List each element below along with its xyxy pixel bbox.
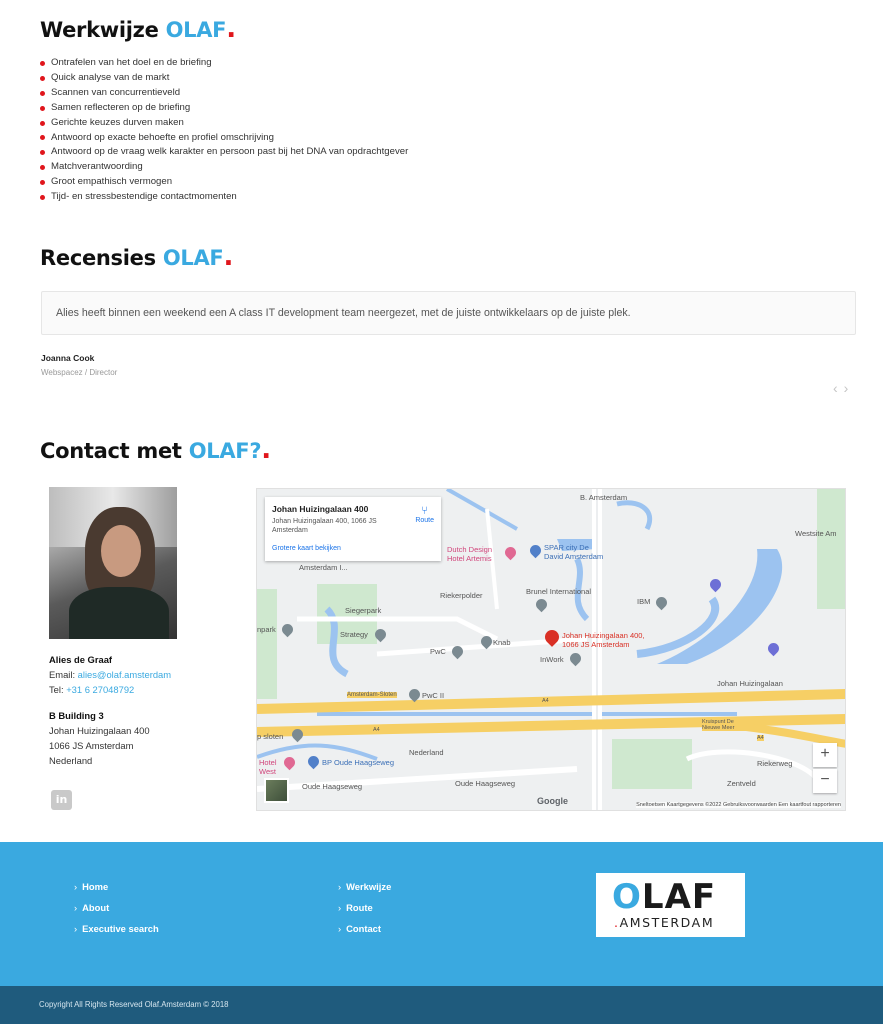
- logo-subtitle: [614, 915, 714, 930]
- footer-link-contact[interactable]: [338, 923, 381, 934]
- werkwijze-item-text: Antwoord op de vraag welk karakter en persoon past bij het DNA van opdrachtgever: [51, 146, 409, 158]
- werkwijze-item: [40, 86, 408, 101]
- map-label: InWork: [540, 655, 564, 664]
- map-label: PwC II: [422, 691, 445, 700]
- bullet-icon: [40, 135, 45, 140]
- contact-address: [49, 708, 150, 768]
- werkwijze-dot: .: [226, 14, 236, 44]
- bullet-icon: [40, 195, 45, 200]
- contact-brand: OLAF?: [188, 439, 262, 463]
- map-label-line: David Amsterdam: [544, 552, 604, 561]
- werkwijze-heading: [40, 14, 236, 44]
- bullet-icon: [40, 61, 45, 66]
- contact-email-row: [49, 667, 171, 682]
- map-label: IBM: [637, 597, 651, 606]
- map-label: A4: [542, 698, 549, 704]
- werkwijze-item: [40, 145, 408, 160]
- werkwijze-item-text: Groot empathisch vermogen: [51, 176, 173, 188]
- map-label-line: Johan Huizingalaan 400,: [562, 631, 645, 640]
- chevron-right-icon: ›: [338, 881, 342, 892]
- footer-link-label: About: [82, 902, 110, 913]
- olaf-amsterdam-logo[interactable]: [596, 873, 745, 937]
- contact-heading: [40, 435, 271, 465]
- bullet-icon: [40, 76, 45, 81]
- map-label: Zentveld: [727, 779, 756, 788]
- map-label: Kruispunt De Nieuwe Meer: [702, 719, 747, 731]
- map-label: [544, 543, 603, 561]
- werkwijze-item: [40, 71, 408, 86]
- footer-link-label: Executive search: [82, 923, 159, 934]
- werkwijze-item-text: Ontrafelen van het doel en de briefing: [51, 57, 212, 68]
- contact-title: Contact met: [40, 439, 182, 463]
- map-label-line: SPAR city De: [544, 543, 589, 552]
- logo-subtitle-text: AMSTERDAM: [619, 915, 715, 930]
- directions-icon: ⑂: [421, 505, 428, 517]
- contact-dot: .: [261, 435, 271, 465]
- footer-link-label: Home: [82, 881, 109, 892]
- werkwijze-item-text: Tijd- en stressbestendige contactmomenten: [51, 191, 237, 203]
- werkwijze-item: [40, 101, 408, 116]
- werkwijze-item: [40, 116, 408, 131]
- map-label: npark: [257, 625, 276, 634]
- logo-letters: LAF: [641, 877, 717, 917]
- werkwijze-item-text: Scannen van concurrentieveld: [51, 86, 181, 98]
- map-label: A4: [757, 735, 764, 741]
- recensies-title: Recensies: [40, 246, 156, 270]
- recensies-brand: OLAF: [162, 246, 224, 270]
- footer-link-label: Werkwijze: [346, 881, 392, 892]
- map-label: Siegerpark: [345, 606, 382, 615]
- map-label: Johan Huizingalaan: [717, 679, 783, 688]
- chevron-left-icon[interactable]: ‹: [833, 380, 838, 396]
- address-country: Nederland: [49, 755, 93, 766]
- bullet-icon: [40, 91, 45, 96]
- chevron-right-icon: ›: [338, 923, 342, 934]
- werkwijze-item: [40, 131, 408, 146]
- review-quote-box: [41, 291, 856, 335]
- zoom-out-button[interactable]: −: [813, 769, 837, 793]
- address-street: Johan Huizingalaan 400: [49, 725, 150, 736]
- footer-link-home[interactable]: [74, 881, 108, 892]
- logo-letter-q: O: [612, 877, 642, 917]
- chevron-right-icon: ›: [74, 902, 78, 913]
- map-label-line: Dutch Design: [447, 545, 493, 554]
- werkwijze-item: [40, 56, 408, 71]
- werkwijze-brand: OLAF: [165, 18, 227, 42]
- footer-link-label: Route: [346, 902, 373, 913]
- tel-link[interactable]: +31 6 27048792: [66, 684, 135, 695]
- footer: [0, 842, 883, 986]
- footer-link-about[interactable]: [74, 902, 109, 913]
- recensies-dot: .: [223, 242, 234, 272]
- bullet-icon: [40, 121, 45, 126]
- werkwijze-item: [40, 160, 408, 175]
- map-label: Westsite Am: [795, 529, 837, 538]
- werkwijze-item: [40, 190, 408, 205]
- linkedin-icon[interactable]: in: [51, 790, 72, 810]
- map-label: Oude Haagseweg: [302, 782, 363, 791]
- bullet-icon: [40, 165, 45, 170]
- map-info-card: [265, 497, 441, 561]
- reviewer-role: Webspacez / Director: [41, 368, 118, 377]
- map-label: Amsterdam-Sloten: [347, 692, 397, 698]
- map-label: p sloten: [257, 732, 284, 741]
- map-label: [447, 545, 492, 563]
- map-label: Riekerpolder: [440, 591, 483, 600]
- map-label: B. Amsterdam: [580, 493, 628, 502]
- werkwijze-item-text: Antwoord op exacte behoefte en profiel omschrijving: [51, 131, 274, 143]
- chevron-right-icon[interactable]: ›: [843, 380, 849, 396]
- map-label: Brunel International: [526, 587, 592, 596]
- werkwijze-item-text: Gerichte keuzes durven maken: [51, 116, 184, 128]
- map-label: Knab: [493, 638, 511, 647]
- footer-link-werkwijze[interactable]: [338, 881, 391, 892]
- tel-label: Tel:: [49, 684, 67, 695]
- map-card-title: Johan Huizingalaan 400: [272, 504, 369, 514]
- map-label: A4: [373, 727, 380, 733]
- chevron-right-icon: ›: [338, 902, 342, 913]
- map-label: PwC: [430, 647, 446, 656]
- bullet-icon: [40, 180, 45, 185]
- reviewer-name: Joanna Cook: [41, 353, 95, 363]
- contact-tel-row: [49, 682, 171, 697]
- map-label: Nederland: [409, 748, 444, 757]
- map-label: Strategy: [340, 630, 368, 639]
- footer-link-label: Contact: [346, 923, 382, 934]
- larger-map-link[interactable]: Grotere kaart bekijken: [272, 545, 341, 552]
- map-label: BP Oude Haagseweg: [322, 758, 394, 767]
- address-building: B Building 3: [49, 710, 104, 721]
- werkwijze-item-text: Quick analyse van de markt: [51, 71, 170, 83]
- werkwijze-title: Werkwijze: [40, 18, 159, 42]
- map-label: Amsterdam I...: [299, 563, 348, 572]
- werkwijze-item-text: Samen reflecteren op de briefing: [51, 101, 191, 113]
- chevron-right-icon: ›: [74, 881, 78, 892]
- bullet-icon: [40, 106, 45, 111]
- map-label-line: Hotel Artemis: [447, 554, 492, 563]
- contact-name: Alies de Graaf: [49, 654, 113, 665]
- werkwijze-item-text: Matchverantwoording: [51, 161, 143, 173]
- address-city: 1066 JS Amsterdam: [49, 740, 134, 751]
- logo-dot: .: [614, 915, 620, 930]
- route-button[interactable]: [415, 505, 434, 524]
- map-attribution: Sneltoetsen Kaartgegevens ©2022 Gebruiksvoorwaarden Een kaartfout rapporteren: [636, 802, 841, 808]
- review-nav: [833, 380, 850, 396]
- google-logo: Google: [537, 796, 568, 806]
- copyright-bar: [0, 986, 883, 1024]
- review-quote: Alies heeft binnen een weekend een A class IT development team neergezet, met de juiste ontwikkelaars op de juiste plek.: [56, 307, 631, 319]
- email-label: Email:: [49, 669, 78, 680]
- recensies-heading: [40, 242, 234, 272]
- footer-link-route[interactable]: [338, 902, 373, 913]
- contact-photo: [49, 487, 177, 639]
- google-map[interactable]: [256, 488, 846, 811]
- zoom-in-button[interactable]: +: [813, 743, 837, 767]
- werkwijze-item: [40, 175, 408, 190]
- werkwijze-list: [40, 56, 408, 205]
- map-label: [562, 631, 645, 649]
- route-label: Route: [415, 517, 434, 524]
- satellite-toggle[interactable]: [264, 778, 289, 803]
- map-card-address: Johan Huizingalaan 400, 1066 JS Amsterdam: [272, 518, 377, 534]
- map-label: Hotel West: [259, 758, 277, 776]
- footer-link-executive-search[interactable]: [74, 923, 159, 934]
- map-label: Riekerweg: [757, 759, 793, 768]
- contact-person: [49, 652, 171, 697]
- chevron-right-icon: ›: [74, 923, 78, 934]
- email-link[interactable]: alies@olaf.amsterdam: [77, 669, 172, 680]
- map-label-line: 1066 JS Amsterdam: [562, 640, 630, 649]
- bullet-icon: [40, 150, 45, 155]
- logo-wordmark: [612, 878, 716, 916]
- map-label: Oude Haagseweg: [455, 779, 516, 788]
- copyright-text: Copyright All Rights Reserved Olaf.Amsterdam © 2018: [39, 1000, 229, 1009]
